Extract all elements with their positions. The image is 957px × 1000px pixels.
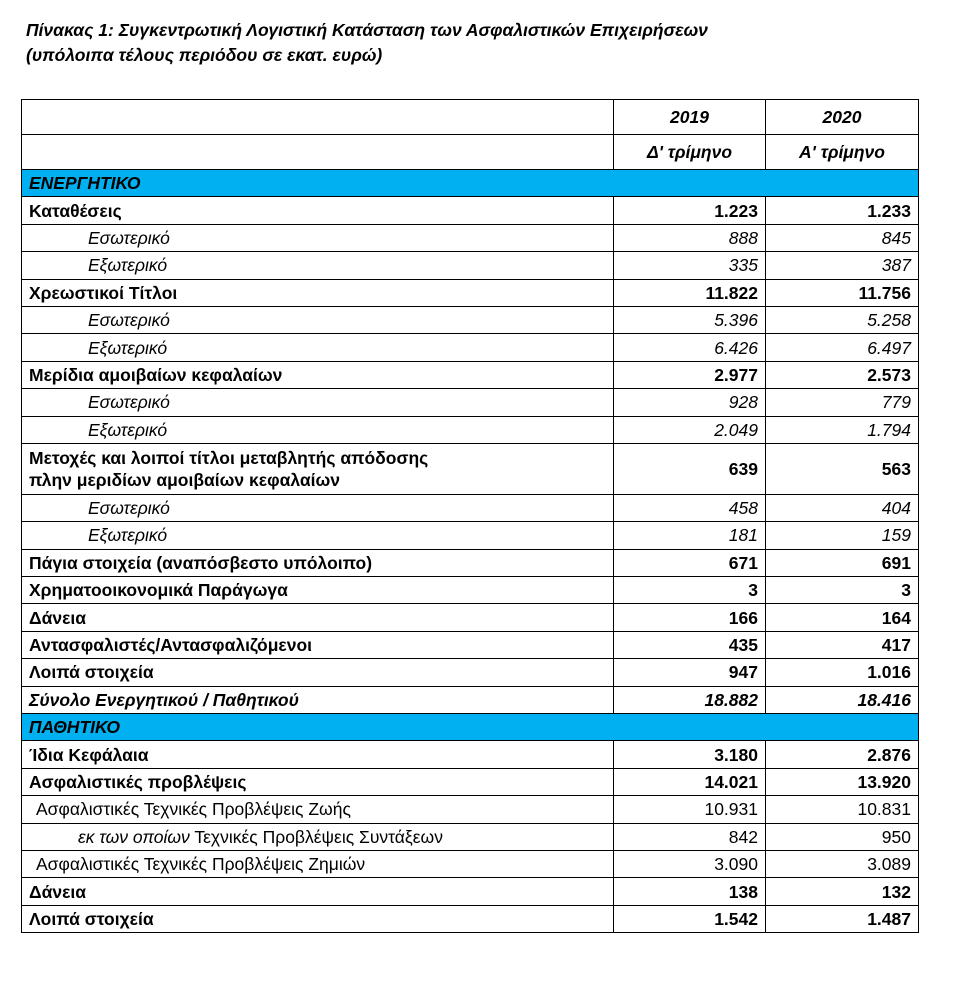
row-label-text: Τεχνικές Προβλέψεις Συντάξεων bbox=[189, 826, 443, 847]
value-2020: 1.016 bbox=[766, 659, 919, 686]
value-2020: 3 bbox=[766, 577, 919, 604]
table-row bbox=[22, 306, 919, 333]
value-2020: 845 bbox=[766, 224, 919, 251]
table-row bbox=[22, 905, 919, 932]
row-label: Εξωτερικό bbox=[22, 416, 614, 443]
value-2020: 6.497 bbox=[766, 334, 919, 361]
table-row bbox=[22, 443, 919, 494]
row-label: Εξωτερικό bbox=[22, 252, 614, 279]
header-year-2019: 2019 bbox=[614, 100, 766, 135]
value-2020: 5.258 bbox=[766, 306, 919, 333]
row-label: Ασφαλιστικές Τεχνικές Προβλέψεις Ζημιών bbox=[22, 850, 614, 877]
header-year-row bbox=[22, 100, 919, 135]
value-2019: 1.542 bbox=[614, 905, 766, 932]
header-blank-cell bbox=[22, 135, 614, 170]
row-label: Εσωτερικό bbox=[22, 306, 614, 333]
table-row bbox=[22, 878, 919, 905]
value-2019: 2.049 bbox=[614, 416, 766, 443]
value-2019: 458 bbox=[614, 494, 766, 521]
value-2020: 1.233 bbox=[766, 197, 919, 224]
header-quarter-2020: Α' τρίμηνο bbox=[766, 135, 919, 170]
row-label-line2: πλην μεριδίων αμοιβαίων κεφαλαίων bbox=[29, 469, 341, 490]
value-2019: 181 bbox=[614, 522, 766, 549]
balance-sheet-table bbox=[21, 99, 919, 933]
table-row bbox=[22, 549, 919, 576]
header-quarter-2019: Δ' τρίμηνο bbox=[614, 135, 766, 170]
row-label: Πάγια στοιχεία (αναπόσβεστο υπόλοιπο) bbox=[22, 549, 614, 576]
row-label: Εσωτερικό bbox=[22, 389, 614, 416]
table-row bbox=[22, 768, 919, 795]
table-row bbox=[22, 197, 919, 224]
value-2019: 842 bbox=[614, 823, 766, 850]
value-2019: 1.223 bbox=[614, 197, 766, 224]
table-row bbox=[22, 224, 919, 251]
value-2020: 950 bbox=[766, 823, 919, 850]
row-label bbox=[22, 443, 614, 494]
value-2020: 132 bbox=[766, 878, 919, 905]
value-2020: 11.756 bbox=[766, 279, 919, 306]
value-2019: 18.882 bbox=[614, 686, 766, 713]
header-blank-cell bbox=[22, 100, 614, 135]
header-quarter-row bbox=[22, 135, 919, 170]
table-row bbox=[22, 334, 919, 361]
row-label: Δάνεια bbox=[22, 604, 614, 631]
total-row bbox=[22, 686, 919, 713]
value-2019: 166 bbox=[614, 604, 766, 631]
header-year-2020: 2020 bbox=[766, 100, 919, 135]
value-2019: 3.090 bbox=[614, 850, 766, 877]
value-2019: 5.396 bbox=[614, 306, 766, 333]
value-2020: 1.794 bbox=[766, 416, 919, 443]
row-label: Δάνεια bbox=[22, 878, 614, 905]
table-row bbox=[22, 796, 919, 823]
value-2020: 13.920 bbox=[766, 768, 919, 795]
value-2019: 6.426 bbox=[614, 334, 766, 361]
value-2019: 671 bbox=[614, 549, 766, 576]
value-2019: 3 bbox=[614, 577, 766, 604]
value-2020: 164 bbox=[766, 604, 919, 631]
row-label: Χρεωστικοί Τίτλοι bbox=[22, 279, 614, 306]
value-2019: 639 bbox=[614, 443, 766, 494]
value-2020: 3.089 bbox=[766, 850, 919, 877]
value-2020: 18.416 bbox=[766, 686, 919, 713]
row-label: Αντασφαλιστές/Αντασφαλιζόμενοι bbox=[22, 631, 614, 658]
value-2020: 1.487 bbox=[766, 905, 919, 932]
row-label-prefix: εκ των οποίων bbox=[78, 826, 190, 847]
section-liabilities bbox=[22, 714, 919, 741]
section-label: ΠΑΘΗΤΙΚΟ bbox=[22, 714, 919, 741]
table-caption bbox=[26, 18, 708, 68]
table-row bbox=[22, 577, 919, 604]
section-assets bbox=[22, 170, 919, 197]
row-label: Καταθέσεις bbox=[22, 197, 614, 224]
value-2020: 387 bbox=[766, 252, 919, 279]
row-label: Χρηματοοικονομικά Παράγωγα bbox=[22, 577, 614, 604]
value-2020: 417 bbox=[766, 631, 919, 658]
section-label: ΕΝΕΡΓΗΤΙΚΟ bbox=[22, 170, 919, 197]
table-row bbox=[22, 741, 919, 768]
value-2019: 888 bbox=[614, 224, 766, 251]
value-2020: 159 bbox=[766, 522, 919, 549]
row-label: Εσωτερικό bbox=[22, 494, 614, 521]
value-2019: 2.977 bbox=[614, 361, 766, 388]
row-label: Μερίδια αμοιβαίων κεφαλαίων bbox=[22, 361, 614, 388]
caption-units: (υπόλοιπα τέλους περιόδου σε εκατ. ευρώ) bbox=[26, 45, 383, 65]
row-label: Ασφαλιστικές προβλέψεις bbox=[22, 768, 614, 795]
row-label: Σύνολο Ενεργητικού / Παθητικού bbox=[22, 686, 614, 713]
row-label: Ασφαλιστικές Τεχνικές Προβλέψεις Ζωής bbox=[22, 796, 614, 823]
table-row bbox=[22, 604, 919, 631]
row-label: Εσωτερικό bbox=[22, 224, 614, 251]
row-label: Ίδια Κεφάλαια bbox=[22, 741, 614, 768]
row-label: Εξωτερικό bbox=[22, 522, 614, 549]
row-label: Λοιπά στοιχεία bbox=[22, 659, 614, 686]
value-2020: 2.573 bbox=[766, 361, 919, 388]
table-row bbox=[22, 389, 919, 416]
caption-title: Πίνακας 1: Συγκεντρωτική Λογιστική Κατάσταση των Ασφαλιστικών Επιχειρήσεων bbox=[26, 20, 708, 40]
table-row bbox=[22, 361, 919, 388]
table-row bbox=[22, 850, 919, 877]
table-row bbox=[22, 494, 919, 521]
value-2019: 14.021 bbox=[614, 768, 766, 795]
row-label-line1: Μετοχές και λοιποί τίτλοι μεταβλητής απόδοσης bbox=[29, 447, 429, 468]
value-2019: 947 bbox=[614, 659, 766, 686]
table-row bbox=[22, 631, 919, 658]
value-2019: 335 bbox=[614, 252, 766, 279]
value-2019: 11.822 bbox=[614, 279, 766, 306]
value-2020: 10.831 bbox=[766, 796, 919, 823]
value-2019: 928 bbox=[614, 389, 766, 416]
table-row bbox=[22, 416, 919, 443]
value-2019: 138 bbox=[614, 878, 766, 905]
table-row bbox=[22, 522, 919, 549]
value-2019: 3.180 bbox=[614, 741, 766, 768]
table-row bbox=[22, 252, 919, 279]
table-row bbox=[22, 823, 919, 850]
table-row bbox=[22, 279, 919, 306]
table-row bbox=[22, 659, 919, 686]
value-2019: 10.931 bbox=[614, 796, 766, 823]
value-2020: 691 bbox=[766, 549, 919, 576]
value-2020: 779 bbox=[766, 389, 919, 416]
value-2020: 2.876 bbox=[766, 741, 919, 768]
value-2020: 563 bbox=[766, 443, 919, 494]
row-label: Λοιπά στοιχεία bbox=[22, 905, 614, 932]
value-2020: 404 bbox=[766, 494, 919, 521]
row-label: Εξωτερικό bbox=[22, 334, 614, 361]
value-2019: 435 bbox=[614, 631, 766, 658]
row-label bbox=[22, 823, 614, 850]
